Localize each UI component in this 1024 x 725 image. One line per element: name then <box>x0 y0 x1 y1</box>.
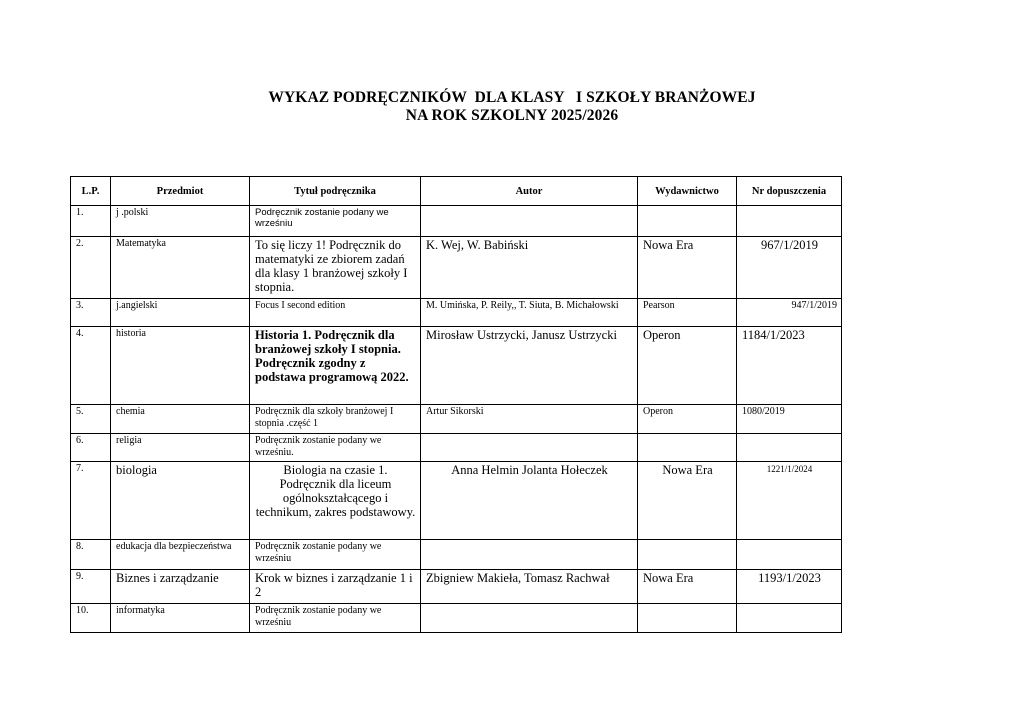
cell-nr <box>737 434 842 462</box>
textbook-table <box>70 176 842 633</box>
header-lp: L.P. <box>71 177 111 206</box>
table-row <box>71 237 842 299</box>
cell-nr: 1080/2019 <box>737 405 842 434</box>
cell-przedmiot: j.angielski <box>111 299 250 327</box>
cell-przedmiot: informatyka <box>111 604 250 633</box>
cell-autor: Anna Helmin Jolanta Hołeczek <box>421 462 638 540</box>
table-row <box>71 570 842 604</box>
cell-wydawnictwo <box>638 540 737 570</box>
cell-wydawnictwo: Operon <box>638 405 737 434</box>
header-tytul: Tytuł podręcznika <box>250 177 421 206</box>
cell-autor: Zbigniew Makieła, Tomasz Rachwał <box>421 570 638 604</box>
cell-lp: 2. <box>71 237 111 299</box>
cell-autor: Mirosław Ustrzycki, Janusz Ustrzycki <box>421 327 638 405</box>
cell-przedmiot: edukacja dla bezpieczeństwa <box>111 540 250 570</box>
cell-lp: 8. <box>71 540 111 570</box>
cell-nr: 1193/1/2023 <box>737 570 842 604</box>
table-row <box>71 327 842 405</box>
cell-tytul: Podręcznik dla szkoły branżowej I stopnia .część 1 <box>250 405 421 434</box>
cell-lp: 1. <box>71 206 111 237</box>
cell-nr <box>737 540 842 570</box>
table-header-row <box>71 177 842 206</box>
cell-autor <box>421 206 638 237</box>
cell-autor <box>421 434 638 462</box>
cell-lp: 7. <box>71 462 111 540</box>
cell-wydawnictwo <box>638 604 737 633</box>
cell-tytul: Historia 1. Podręcznik dla branżowej szkoły I stopnia. Podręcznik zgodny z podstawa programową 2022. <box>250 327 421 405</box>
cell-przedmiot: religia <box>111 434 250 462</box>
cell-przedmiot: biologia <box>111 462 250 540</box>
cell-lp: 5. <box>71 405 111 434</box>
cell-nr <box>737 604 842 633</box>
cell-wydawnictwo: Operon <box>638 327 737 405</box>
cell-tytul: Biologia na czasie 1. Podręcznik dla liceum ogólnokształcącego i technikum, zakres podstawowy. <box>250 462 421 540</box>
cell-wydawnictwo: Nowa Era <box>638 570 737 604</box>
cell-wydawnictwo: Nowa Era <box>638 462 737 540</box>
title-line-1: WYKAZ PODRĘCZNIKÓW DLA KLASY I SZKOŁY BRANŻOWEJ <box>268 89 756 106</box>
cell-autor: K. Wej, W. Babiński <box>421 237 638 299</box>
cell-wydawnictwo: Nowa Era <box>638 237 737 299</box>
cell-nr: 967/1/2019 <box>737 237 842 299</box>
cell-tytul: Podręcznik zostanie podany we wrześniu <box>250 206 421 237</box>
cell-nr: 1184/1/2023 <box>737 327 842 405</box>
cell-przedmiot: j .polski <box>111 206 250 237</box>
header-autor: Autor <box>421 177 638 206</box>
cell-tytul: To się liczy 1! Podręcznik do matematyki ze zbiorem zadań dla klasy 1 branżowej szkoły I stopnia. <box>250 237 421 299</box>
cell-autor <box>421 540 638 570</box>
cell-tytul: Focus I second edition <box>250 299 421 327</box>
cell-tytul: Podręcznik zostanie podany we wrześniu <box>250 540 421 570</box>
cell-przedmiot: chemia <box>111 405 250 434</box>
header-przedmiot: Przedmiot <box>111 177 250 206</box>
cell-lp: 10. <box>71 604 111 633</box>
cell-lp: 3. <box>71 299 111 327</box>
header-wydawnictwo: Wydawnictwo <box>638 177 737 206</box>
header-nr: Nr dopuszczenia <box>737 177 842 206</box>
cell-lp: 6. <box>71 434 111 462</box>
cell-tytul: Krok w biznes i zarządzanie 1 i 2 <box>250 570 421 604</box>
title-line-2: NA ROK SZKOLNY 2025/2026 <box>405 107 619 124</box>
cell-wydawnictwo: Pearson <box>638 299 737 327</box>
cell-nr <box>737 206 842 237</box>
table-row <box>71 540 842 570</box>
cell-autor: M. Umińska, P. Reily,, T. Siuta, B. Michałowski <box>421 299 638 327</box>
table-row <box>71 299 842 327</box>
table-row <box>71 462 842 540</box>
cell-tytul: Podręcznik zostanie podany we wrześniu <box>250 604 421 633</box>
cell-nr: 1221/1/2024 <box>737 462 842 540</box>
table-row <box>71 434 842 462</box>
cell-wydawnictwo <box>638 434 737 462</box>
cell-lp: 9. <box>71 570 111 604</box>
table-row <box>71 604 842 633</box>
cell-przedmiot: Biznes i zarządzanie <box>111 570 250 604</box>
cell-autor <box>421 604 638 633</box>
cell-przedmiot: Matematyka <box>111 237 250 299</box>
cell-lp: 4. <box>71 327 111 405</box>
cell-wydawnictwo <box>638 206 737 237</box>
cell-autor: Artur Sikorski <box>421 405 638 434</box>
cell-przedmiot: historia <box>111 327 250 405</box>
table-row <box>71 206 842 237</box>
table-row <box>71 405 842 434</box>
cell-tytul: Podręcznik zostanie podany we wrześniu. <box>250 434 421 462</box>
cell-nr: 947/1/2019 <box>737 299 842 327</box>
document-title <box>0 89 1024 125</box>
